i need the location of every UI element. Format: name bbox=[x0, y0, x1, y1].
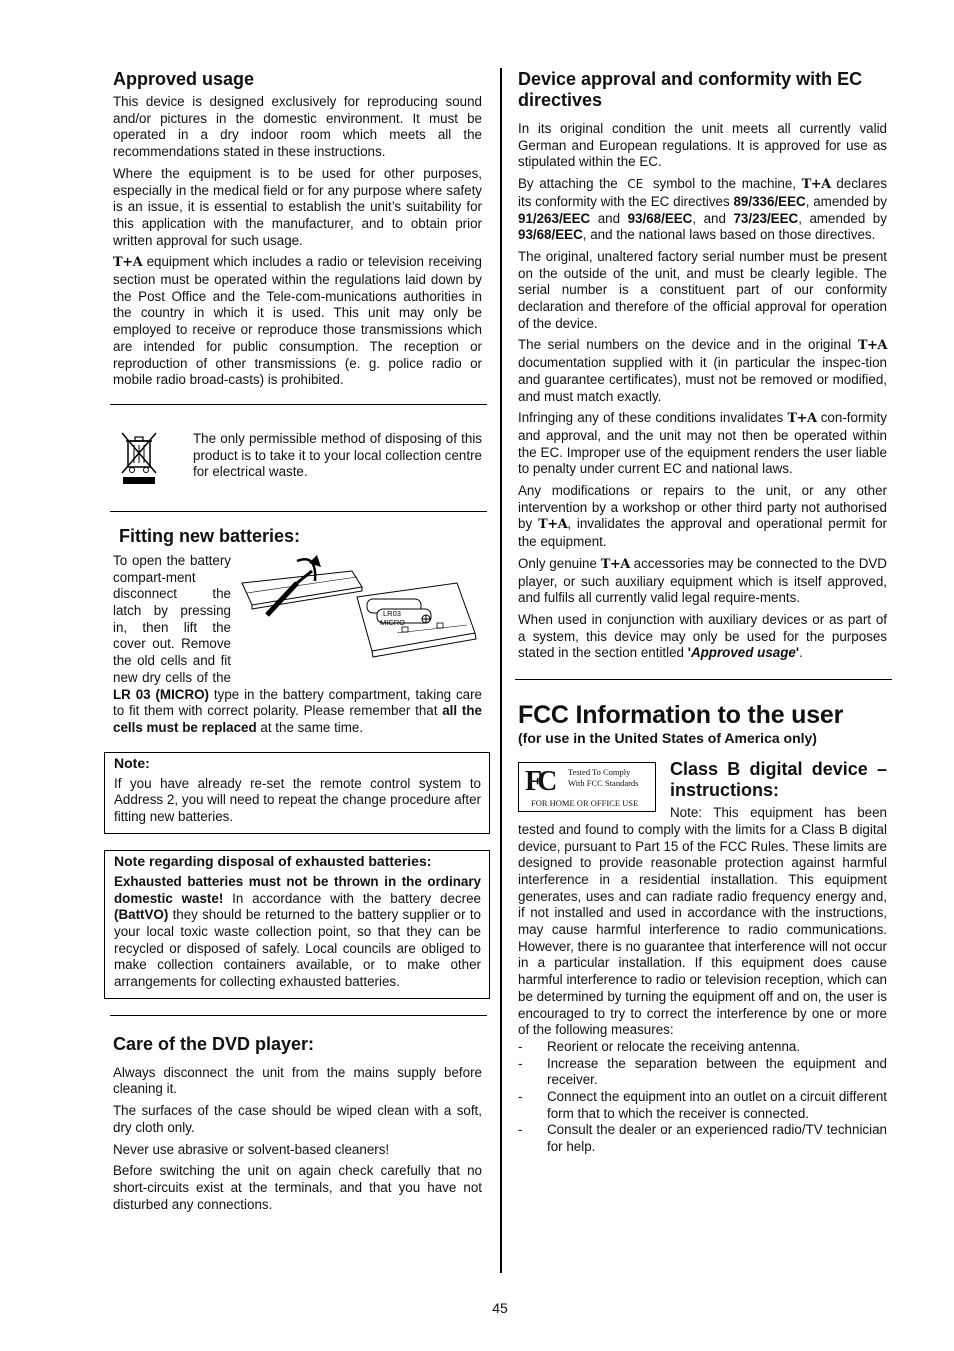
approved-usage-heading: Approved usage bbox=[113, 69, 255, 89]
left-column bbox=[113, 66, 482, 1218]
care-p3: Never use abrasive or solvent-based cleaners! bbox=[113, 1141, 390, 1157]
note-title: Note: bbox=[114, 754, 150, 771]
ec-p4: The serial numbers on the device and in the original T+A documentation supplied with it (in particular the inspec-tion and guarantee certificates), must not be removed or modified, and must match exactly. bbox=[518, 337, 887, 404]
approved-usage-p2: Where the equipment is to be used for other purposes, especially in the medical field or for any purpose where safety is an issue, it is essential to establish the unit’s suitability for this application with the manufacturer, and to obtain prior written approval for such usage. bbox=[113, 165, 482, 248]
ec-p6: Any modifications or repairs to the unit, or any other intervention by a workshop or other third party not authorised by T+A, invalidates the approval and operational permit for the equipment. bbox=[518, 483, 887, 550]
section-rule bbox=[515, 679, 892, 680]
note-text: If you have already re-set the remote control system to Address 2, you will need to repeat the change procedure after fitting new batteries. bbox=[114, 775, 481, 825]
fcc-mark-icon: FC bbox=[525, 766, 553, 798]
ec-heading: Device approval and conformity with EC directives bbox=[518, 69, 863, 110]
care-heading: Care of the DVD player: bbox=[113, 1033, 315, 1054]
ec-conformity-section bbox=[518, 69, 887, 662]
batteries-section bbox=[113, 526, 482, 737]
approved-usage-p3: T+A equipment which includes a radio or television receiving section must be operated within the regulations laid down by the Post Office and the Tele-com-munications authorities in the country in which it is used. This unit may only be employed to receive or reproduce those transmissions which are intended for public consumption. The reception or reproduction of other transmissions (e. g. police radio or mobile radio broad-casts) is prohibited. bbox=[113, 254, 482, 388]
care-p1: Always disconnect the unit from the mains supply before cleaning it. bbox=[113, 1064, 482, 1097]
fcc-logo-line1: Tested To Comply bbox=[568, 767, 631, 778]
fcc-logo-line2: With FCC Standards bbox=[568, 778, 639, 789]
crossed-bin-icon bbox=[119, 431, 159, 486]
ec-p8: When used in conjunction with auxiliary devices or as part of a system, this device may only be used for the purposes stated in the section entitled 'Approved usage'. bbox=[518, 611, 887, 661]
list-item: - Connect the equipment into an outlet on a circuit different form that to which the receiver is connected. bbox=[518, 1089, 887, 1122]
brand-logo: T+A bbox=[801, 177, 831, 193]
care-section bbox=[113, 1034, 482, 1214]
approved-usage-p1: This device is designed exclusively for reproducing sound and/or pictures in the domestic environment. It must be operated in a dry indoor room which meets all the recommendations stated in these instructions. bbox=[113, 94, 482, 160]
fcc-section bbox=[518, 700, 887, 1156]
approved-usage-section bbox=[113, 69, 482, 389]
fcc-compliance-logo bbox=[518, 762, 656, 812]
right-column bbox=[518, 66, 887, 1156]
ec-p1: In its original condition the unit meets all currently valid German and European regulations. It is approved for use as stipulated within the EC. bbox=[518, 121, 887, 170]
list-item: - Reorient or relocate the receiving antenna. bbox=[518, 1039, 887, 1056]
list-item: - Increase the separation between the equipment and receiver. bbox=[518, 1056, 887, 1089]
approved-usage-reference: Approved usage bbox=[690, 645, 796, 661]
note-box bbox=[104, 752, 490, 834]
section-rule bbox=[110, 511, 487, 512]
fcc-heading: FCC Information to the user bbox=[518, 701, 844, 730]
fcc-subtitle: (for use in the United States of America only) bbox=[518, 730, 817, 747]
column-divider bbox=[500, 68, 502, 1273]
brand-logo: T+A bbox=[113, 255, 143, 271]
battery-label-lr03: LR03 bbox=[383, 608, 401, 618]
care-p2: The surfaces of the case should be wiped clean with a soft, dry cloth only. bbox=[113, 1103, 482, 1135]
batteries-text: To open the battery compart-ment disconnect the latch by pressing in, then lift the cover out. Remove the old cells and fit new dry cells of the LR 03 (MICRO) type in the battery compartment, taking care to fit them with correct polarity. Please remember that all the cells must be replaced at the same time. bbox=[113, 552, 482, 735]
battery-disposal-title: Note regarding disposal of exhausted batteries: bbox=[114, 852, 432, 869]
brand-logo: T+A bbox=[600, 556, 630, 572]
ec-p2: By attaching the CE symbol to the machine, T+A declares its conformity with the EC directives 89/336/EEC, amended by 91/263/EEC and 93/68/EEC, and 73/23/EEC, amended by 93/68/EEC, and the national laws based on those directives. bbox=[518, 176, 887, 243]
battery-disposal-text: Exhausted batteries must not be thrown in the ordinary domestic waste! In accordance with the battery decree (BattVO) they should be returned to the battery supplier or to your local toxic waste collection point, so that they can be recycled or disposed of safely. Local councils are obliged to make collection containers available, or to make other arrangements for collecting exhausted batteries. bbox=[114, 873, 481, 990]
care-p4: Before switching the unit on again check carefully that no short-circuits exist at the terminals, and that you have not disturbed any connections. bbox=[113, 1163, 482, 1212]
ec-p5: Infringing any of these conditions invalidates T+A con-formity and approval, and the unit may not then be operated within the EC. Improper use of the equipment renders the user liable to penalty under current EC and national laws. bbox=[518, 410, 887, 477]
brand-logo: T+A bbox=[787, 411, 817, 427]
ec-p7: Only genuine T+A accessories may be connected to the DVD player, or such auxiliary equipment which is itself approved, and fulfils all currently valid legal require-ments. bbox=[518, 555, 887, 606]
section-rule bbox=[110, 1015, 487, 1016]
fcc-measures-list bbox=[518, 1039, 887, 1156]
remote-battery-illustration bbox=[237, 553, 482, 671]
brand-logo: T+A bbox=[538, 517, 568, 533]
battery-label-micro: MICRO bbox=[380, 617, 405, 627]
list-item: - Consult the dealer or an experienced radio/TV technician for help. bbox=[518, 1122, 887, 1155]
weee-disposal-text: The only permissible method of disposing of this product is to take it to your local collection centre for electrical waste. bbox=[193, 430, 482, 480]
battery-disposal-box bbox=[104, 850, 490, 999]
fcc-logo-line3: FOR HOME OR OFFICE USE bbox=[531, 798, 639, 809]
page-number: 45 bbox=[492, 1300, 508, 1316]
fcc-class-heading: Class B digital device – instructions: bbox=[670, 759, 887, 801]
ec-p3: The original, unaltered factory serial number must be present on the outside of the unit, and must be clearly legible. The serial number is a constituent part of our conformity declaration and therefore of the official approval for operation of the device. bbox=[518, 248, 887, 331]
weee-disposal-block bbox=[113, 405, 482, 508]
batteries-heading: Fitting new batteries: bbox=[119, 525, 301, 546]
fcc-text: Note: This equipment has been tested and found to comply with the limits for a Class B digital device, pursuant to Part 15 of the FCC Rules. These limits are designed to provide reasonable protection against harmful interference in a residential installation. This equipment generates, uses and can radiate radio frequency energy and, if not installed and used in accordance with the instructions, may cause harmful interference to radio communications. However, there is no guarantee that interference will not occur in a particular installation. If this equipment does cause harmful interference to radio or television reception, which can be determined by turning the equipment off and on, the user is encouraged to try to correct the interference by one or more of the following measures: bbox=[518, 805, 887, 1038]
brand-logo: T+A bbox=[857, 338, 887, 354]
ce-mark-icon: CE bbox=[627, 177, 644, 192]
